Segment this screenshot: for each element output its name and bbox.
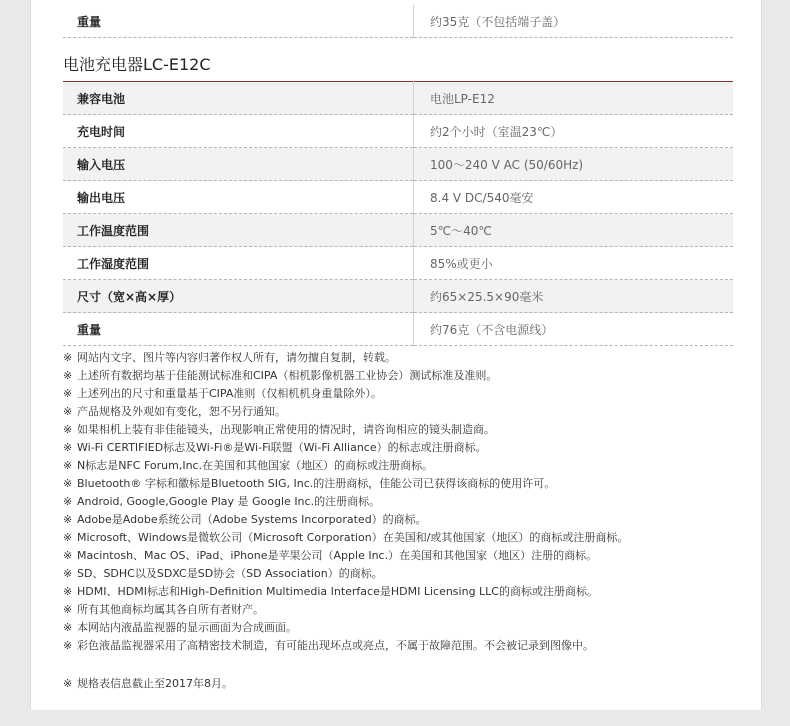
spec-label: 兼容电池 — [63, 82, 414, 115]
note-text: Microsoft、Windows是微软公司（Microsoft Corporation）在美国和/或其他国家（地区）的商标或注册商标。 — [77, 531, 629, 544]
note-item — [63, 637, 733, 655]
spec-date-note — [63, 675, 233, 693]
note-mark: ※ — [63, 585, 73, 598]
spec-value: 约2个小时（室温23℃） — [414, 115, 734, 148]
spec-label: 工作温度范围 — [63, 214, 414, 247]
spec-label: 尺寸（宽×高×厚） — [63, 280, 414, 313]
note-mark: ※ — [63, 677, 73, 690]
note-text: 上述列出的尺寸和重量基于CIPA准则（仅相机机身重量除外）。 — [77, 387, 382, 400]
spec-label: 工作湿度范围 — [63, 247, 414, 280]
note-item — [63, 421, 733, 439]
note-item — [63, 601, 733, 619]
charger-section-title: 电池充电器LC-E12C — [63, 55, 211, 74]
note-item — [63, 547, 733, 565]
spec-value: 5℃～40℃ — [414, 214, 734, 247]
note-mark: ※ — [63, 549, 73, 562]
spec-page — [30, 0, 762, 710]
spec-label: 输出电压 — [63, 181, 414, 214]
spec-value: 100～240 V AC (50/60Hz) — [414, 148, 734, 181]
note-mark: ※ — [63, 423, 73, 436]
table-row — [63, 181, 733, 214]
note-item — [63, 385, 733, 403]
spec-label: 充电时间 — [63, 115, 414, 148]
note-item — [63, 367, 733, 385]
spec-label: 重量 — [63, 313, 414, 346]
note-item — [63, 511, 733, 529]
note-mark: ※ — [63, 369, 73, 382]
table-row — [63, 247, 733, 280]
spec-value: 85%或更小 — [414, 247, 734, 280]
table-row — [63, 280, 733, 313]
note-text: N标志是NFC Forum,Inc.在美国和其他国家（地区）的商标或注册商标。 — [77, 459, 434, 472]
note-item — [63, 619, 733, 637]
note-item — [63, 475, 733, 493]
note-mark: ※ — [63, 513, 73, 526]
note-item — [63, 529, 733, 547]
spec-value: 电池LP-E12 — [414, 82, 734, 115]
note-text: Macintosh、Mac OS、iPad、iPhone是苹果公司（Apple Inc.）在美国和其他国家（地区）注册的商标。 — [77, 549, 598, 562]
spec-label: 重量 — [63, 5, 414, 38]
note-text: HDMI、HDMI标志和High-Definition Multimedia Interface是HDMI Licensing LLC的商标或注册商标。 — [77, 585, 598, 598]
note-mark: ※ — [63, 639, 73, 652]
note-mark: ※ — [63, 495, 73, 508]
table-row — [63, 5, 733, 38]
note-mark: ※ — [63, 477, 73, 490]
note-text: 产品规格及外观如有变化，恕不另行通知。 — [77, 405, 286, 418]
note-item — [63, 457, 733, 475]
note-mark: ※ — [63, 405, 73, 418]
table-row — [63, 313, 733, 346]
spec-value: 约76克（不含电源线） — [414, 313, 734, 346]
table-row — [63, 82, 733, 115]
note-mark: ※ — [63, 621, 73, 634]
note-item — [63, 583, 733, 601]
spec-value: 8.4 V DC/540毫安 — [414, 181, 734, 214]
disclaimer-notes — [63, 349, 733, 655]
note-item — [63, 403, 733, 421]
note-text: 本网站内液晶监视器的显示画面为合成画面。 — [77, 621, 297, 634]
note-text: 上述所有数据均基于佳能测试标准和CIPA（相机影像机器工业协会）测试标准及准则。 — [77, 369, 498, 382]
note-mark: ※ — [63, 531, 73, 544]
note-item — [63, 565, 733, 583]
note-text: SD、SDHC以及SDXC是SD协会（SD Association）的商标。 — [77, 567, 383, 580]
charger-spec-table — [63, 81, 733, 346]
note-text: 如果相机上装有非佳能镜头，出现影响正常使用的情况时，请咨询相应的镜头制造商。 — [77, 423, 495, 436]
note-mark: ※ — [63, 387, 73, 400]
note-text: 网站内文字、图片等内容归著作权人所有，请勿擅自复制，转载。 — [77, 351, 396, 364]
note-item — [63, 439, 733, 457]
note-text: 彩色液晶监视器采用了高精密技术制造，有可能出现坏点或亮点，不属于故障范围。不会被记录到图像中。 — [77, 639, 594, 652]
note-text: Android, Google,Google Play 是 Google Inc.的注册商标。 — [77, 495, 381, 508]
note-text: 所有其他商标均属其各自所有者财产。 — [77, 603, 264, 616]
note-item — [63, 493, 733, 511]
previous-spec-table — [63, 5, 733, 38]
note-text: 规格表信息截止至2017年8月。 — [77, 677, 233, 690]
note-mark: ※ — [63, 459, 73, 472]
note-text: Wi-Fi CERTIFIED标志及Wi-Fi®是Wi-Fi联盟（Wi-Fi Alliance）的标志或注册商标。 — [77, 441, 487, 454]
spec-value: 约65×25.5×90毫米 — [414, 280, 734, 313]
table-row — [63, 115, 733, 148]
note-text: Bluetooth® 字标和徽标是Bluetooth SIG, Inc.的注册商标，佳能公司已获得该商标的使用许可。 — [77, 477, 556, 490]
note-item — [63, 349, 733, 367]
table-row — [63, 148, 733, 181]
note-mark: ※ — [63, 567, 73, 580]
table-row — [63, 214, 733, 247]
spec-value: 约35克（不包括端子盖） — [414, 5, 734, 38]
spec-label: 输入电压 — [63, 148, 414, 181]
note-mark: ※ — [63, 351, 73, 364]
note-mark: ※ — [63, 441, 73, 454]
note-text: Adobe是Adobe系统公司（Adobe Systems Incorporated）的商标。 — [77, 513, 427, 526]
note-mark: ※ — [63, 603, 73, 616]
